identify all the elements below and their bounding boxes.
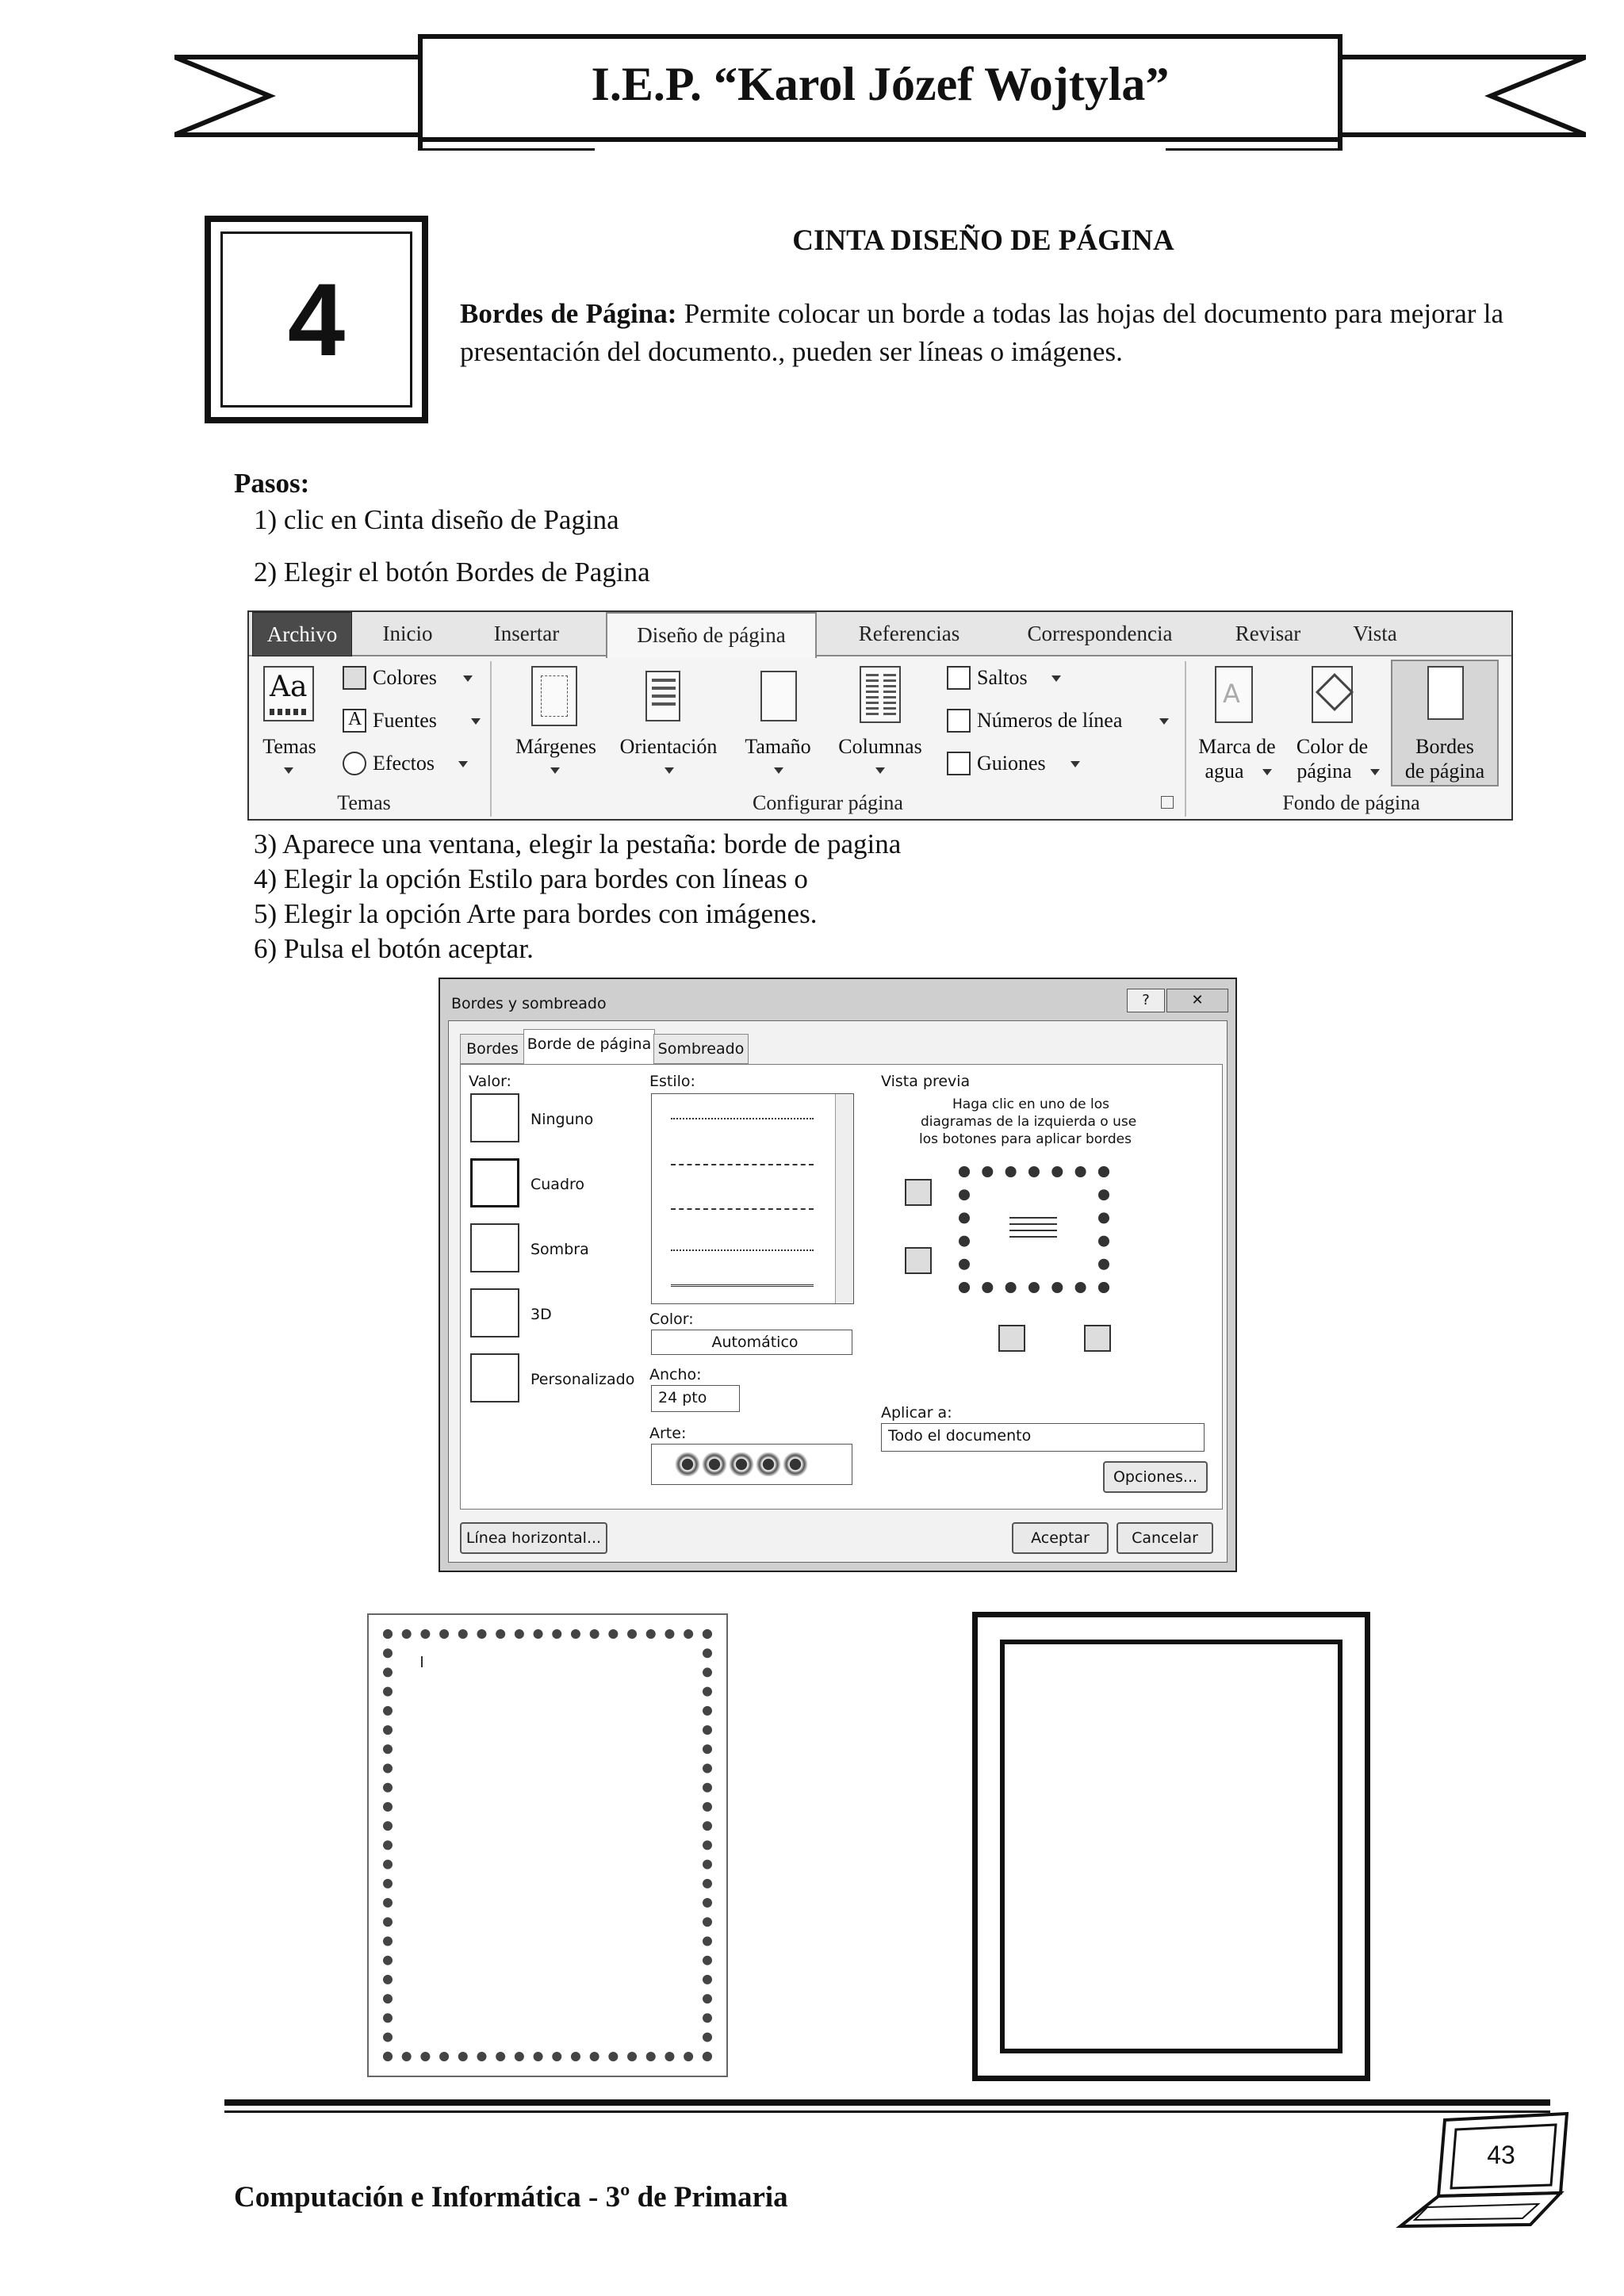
valor-3d-icon[interactable] (470, 1288, 519, 1337)
step-item: 2) Elegir el botón Bordes de Pagina (254, 557, 650, 587)
page-color-icon (1312, 666, 1353, 723)
themes-icon: Aa (263, 666, 314, 721)
chevron-down-icon (1051, 675, 1061, 682)
step-item: 6) Pulsa el botón aceptar. (254, 933, 534, 964)
example-page-art-border (367, 1613, 728, 2077)
tab-archivo[interactable]: Archivo (252, 612, 352, 656)
hyphenation-icon (947, 752, 971, 775)
chevron-down-icon (471, 718, 481, 725)
vista-previa-label: Vista previa (881, 1073, 971, 1090)
valor-sombra-icon[interactable] (470, 1223, 519, 1272)
intro-term: Bordes de Página: (460, 298, 677, 329)
orientation-icon (645, 671, 680, 721)
step-item: 1) clic en Cinta diseño de Pagina (254, 504, 619, 535)
colores-label[interactable]: Colores (373, 666, 437, 689)
art-border-sample (674, 1452, 809, 1476)
section-title: CINTA DISEÑO DE PÁGINA (792, 224, 1174, 257)
columnas-button[interactable]: Columnas (838, 735, 922, 758)
intro-text: Permite colocar un borde a todas las hojas del documento para mejorar la presentación del documento., pueden ser líneas o imágenes. (460, 298, 1503, 367)
border-right-button[interactable] (1084, 1325, 1111, 1352)
ancho-spinner[interactable]: 24 pto (651, 1385, 740, 1412)
tab-revisar[interactable]: Revisar (1235, 622, 1301, 645)
ribbon-tab-bar (249, 612, 1511, 656)
art-border-frame (383, 1629, 712, 2061)
effects-icon (343, 752, 366, 775)
border-left-button[interactable] (998, 1325, 1025, 1352)
line-numbers-icon (947, 709, 971, 733)
tab-panel (460, 1064, 1223, 1510)
color-de-pagina-label-2[interactable]: página (1297, 760, 1352, 783)
ribbon-screenshot (247, 610, 1513, 821)
watermark-icon: A (1215, 666, 1253, 723)
size-icon (760, 671, 797, 721)
chevron-down-icon (463, 675, 473, 682)
tab-bordes[interactable]: Bordes (460, 1034, 525, 1064)
margenes-button[interactable]: Márgenes (515, 735, 597, 758)
tamano-button[interactable]: Tamaño (745, 735, 811, 758)
vista-hint-line-3: los botones para aplicar bordes (919, 1131, 1132, 1147)
tab-borde-de-pagina[interactable]: Borde de página (523, 1029, 655, 1065)
step-item: 3) Aparece una ventana, elegir la pestaña: borde de pagina (254, 828, 902, 859)
valor-personalizado-label[interactable]: Personalizado (530, 1371, 635, 1388)
border-top-button[interactable] (905, 1179, 932, 1206)
valor-3d-label[interactable]: 3D (530, 1306, 552, 1323)
close-icon[interactable]: ✕ (1166, 989, 1228, 1012)
group-configurar-label: Configurar página (753, 791, 903, 814)
linea-horizontal-button[interactable]: Línea horizontal... (460, 1522, 607, 1554)
chevron-down-icon (665, 767, 674, 774)
temas-label: Temas (262, 735, 316, 758)
tab-insertar[interactable]: Insertar (493, 622, 560, 645)
color-de-pagina-label-1[interactable]: Color de (1296, 735, 1369, 758)
group-temas-label: Temas (337, 791, 391, 814)
marca-de-agua-label-2[interactable]: agua (1205, 760, 1244, 783)
tab-vista[interactable]: Vista (1353, 622, 1397, 645)
help-icon[interactable]: ? (1127, 989, 1165, 1012)
orientacion-button[interactable]: Orientación (619, 735, 718, 758)
columns-icon (860, 666, 901, 723)
valor-ninguno-icon[interactable] (470, 1093, 519, 1142)
temas-dropdown-icon (284, 767, 293, 774)
valor-label: Valor: (469, 1073, 511, 1090)
bordes-de-pagina-button[interactable] (1391, 660, 1499, 786)
dialog-title: Bordes y sombreado (451, 995, 607, 1012)
chevron-down-icon (1159, 718, 1169, 725)
tab-correspondencia[interactable]: Correspondencia (1027, 622, 1173, 645)
estilo-label: Estilo: (649, 1073, 695, 1090)
footer-rule (224, 2099, 1550, 2106)
step-item: 4) Elegir la opción Estilo para bordes con líneas o (254, 863, 808, 894)
dialog-body (448, 1020, 1228, 1563)
cancelar-button[interactable]: Cancelar (1116, 1522, 1213, 1554)
page-number: 43 (1487, 2141, 1515, 2169)
group-fondo-label: Fondo de página (1282, 791, 1420, 814)
marca-de-agua-label-1[interactable]: Marca de (1198, 735, 1276, 758)
bordes-label-2: de página (1404, 760, 1485, 783)
document-title: I.E.P. “Karol Józef Wojtyla” (591, 58, 1170, 110)
text-cursor (421, 1656, 423, 1667)
footer-text: Computación e Informática - 3º de Primaria (234, 2181, 788, 2214)
lesson-number-box (205, 216, 428, 423)
footer-rule (224, 2110, 1550, 2113)
aplicar-a-label: Aplicar a: (881, 1404, 952, 1422)
dialog-launcher-icon[interactable] (1161, 796, 1174, 809)
chevron-down-icon (774, 767, 783, 774)
aplicar-a-select[interactable]: Todo el documento (881, 1423, 1205, 1452)
bordes-label-1: Bordes (1415, 735, 1474, 758)
chevron-down-icon (1262, 769, 1272, 775)
breaks-icon (947, 666, 971, 690)
border-bottom-button[interactable] (905, 1247, 932, 1274)
vista-hint-line-2: diagramas de la izquierda o use (921, 1114, 1137, 1130)
color-select[interactable]: Automático (651, 1330, 852, 1355)
lesson-number: 4 (287, 262, 346, 377)
page-borders-icon (1427, 666, 1464, 720)
chevron-down-icon (458, 761, 468, 767)
vista-hint-line-1: Haga clic en uno de los (952, 1096, 1109, 1112)
opciones-button[interactable]: Opciones... (1103, 1461, 1208, 1493)
chevron-down-icon (1071, 761, 1080, 767)
ancho-label: Ancho: (649, 1366, 702, 1383)
saltos-button[interactable]: Saltos (977, 666, 1028, 689)
guiones-button[interactable]: Guiones (977, 752, 1046, 775)
numeros-de-linea-button[interactable]: Números de línea (977, 709, 1123, 732)
efectos-label[interactable]: Efectos (373, 752, 435, 775)
borders-dialog-screenshot (439, 978, 1237, 1572)
line-border-frame (1000, 1640, 1342, 2053)
arte-select[interactable] (651, 1444, 852, 1485)
tab-sombreado[interactable]: Sombreado (653, 1034, 749, 1064)
ribbon-separator (490, 661, 492, 817)
example-page-line-border (972, 1612, 1370, 2081)
colors-icon (343, 666, 366, 690)
valor-cuadro-label[interactable]: Cuadro (530, 1176, 585, 1193)
preview-page (959, 1166, 1109, 1293)
chevron-down-icon (875, 767, 885, 774)
margins-icon (531, 666, 577, 726)
chevron-down-icon (1370, 769, 1380, 775)
valor-ninguno-label[interactable]: Ninguno (530, 1111, 594, 1128)
ribbon-separator (1185, 661, 1186, 817)
steps-label: Pasos: (234, 468, 310, 499)
chevron-down-icon (550, 767, 560, 774)
step-item: 5) Elegir la opción Arte para bordes con imágenes. (254, 898, 818, 929)
aceptar-button[interactable]: Aceptar (1012, 1522, 1109, 1554)
intro-paragraph (460, 295, 1503, 371)
tab-diseno-de-pagina[interactable]: Diseño de página (606, 612, 817, 658)
estilo-listbox[interactable] (651, 1093, 854, 1304)
tab-referencias[interactable]: Referencias (858, 622, 960, 645)
tab-inicio[interactable]: Inicio (382, 622, 433, 645)
valor-personalizado-icon[interactable] (470, 1353, 519, 1402)
valor-sombra-label[interactable]: Sombra (530, 1241, 589, 1258)
fonts-icon: A (343, 709, 366, 733)
color-label: Color: (649, 1311, 694, 1328)
estilo-scrollbar[interactable] (835, 1094, 853, 1303)
fuentes-label[interactable]: Fuentes (373, 709, 437, 732)
arte-label: Arte: (649, 1425, 687, 1442)
valor-cuadro-icon[interactable] (470, 1158, 519, 1207)
